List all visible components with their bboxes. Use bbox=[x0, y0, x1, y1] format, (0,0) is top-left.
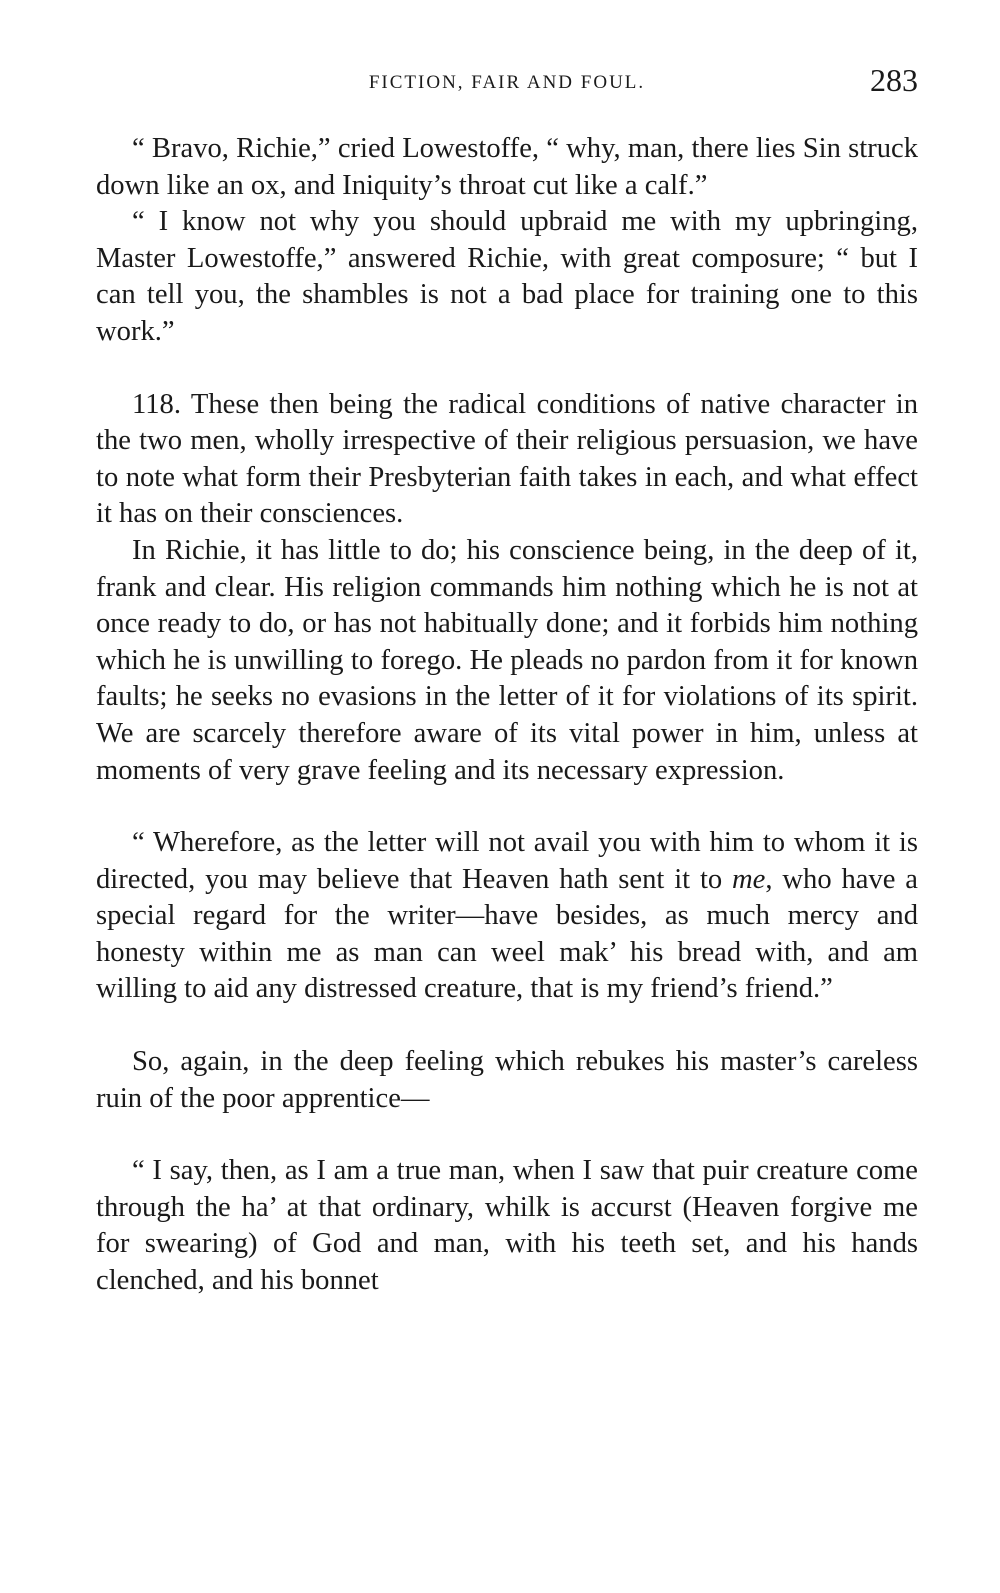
quote-wherefore-emphasis: me bbox=[732, 863, 766, 895]
quote-wherefore-start: “ Wherefore, as the letter will not avail you with him to whom it is directed, you may believe that Heaven hath sent it to bbox=[96, 827, 918, 895]
running-title: FICTION, FAIR AND FOUL. bbox=[368, 72, 646, 93]
so-again-paragraph: So, again, in the deep feeling which rebukes his master’s careless ruin of the poor apprentice— bbox=[96, 1046, 918, 1114]
section-118-paragraph: 118. These then being the radical conditions of native character in the two men, wholly irrespective of their religious persuasion, we have to note what form their Presbyterian faith takes in each, and what effect it has on their consciences. bbox=[96, 388, 918, 530]
quote-upbraid-paragraph: “ I know not why you should upbraid me with my upbringing, Master Lowestoffe,” answered Richie, with great composure; “ but I can tell you, the shambles is not a bad place for training one to this work.” bbox=[96, 206, 918, 347]
quote-bravo-paragraph: “ Bravo, Richie,” cried Lowestoffe, “ why, man, there lies Sin struck down like an ox, and Iniquity’s throat cut like a calf.” bbox=[96, 133, 918, 201]
quote-say-then-paragraph: “ I say, then, as I am a true man, when I saw that puir creature come through the ha’ at that ordinary, whilk is accurst (Heaven forgive me for swearing) of God and man, with his teeth set, and his hands clenched, and his bonnet bbox=[96, 1155, 918, 1297]
body-text bbox=[96, 131, 918, 1300]
running-head bbox=[96, 62, 918, 102]
quote-wherefore-paragraph bbox=[96, 825, 918, 1008]
richie-conscience-paragraph: In Richie, it has little to do; his conscience being, in the deep of it, frank and clear. His religion commands him nothing which he is not at once ready to do, or has not habitually done; and it forbids him nothing which he is unwilling to forego. He pleads no pardon from it for known faults; he seeks no evasions in the letter of it for violations of its spirit. We are scarcely therefore aware of its vital power in him, unless at moments of very grave feeling and its necessary expression. bbox=[96, 534, 918, 786]
page-number: 283 bbox=[870, 62, 918, 98]
quote-wherefore-end: , who have a special regard for the writer—have besides, as much mercy and honesty within me as man can weel mak’ his bread with, and am willing to aid any distressed creature, that is my friend’s friend.” bbox=[96, 863, 918, 1005]
